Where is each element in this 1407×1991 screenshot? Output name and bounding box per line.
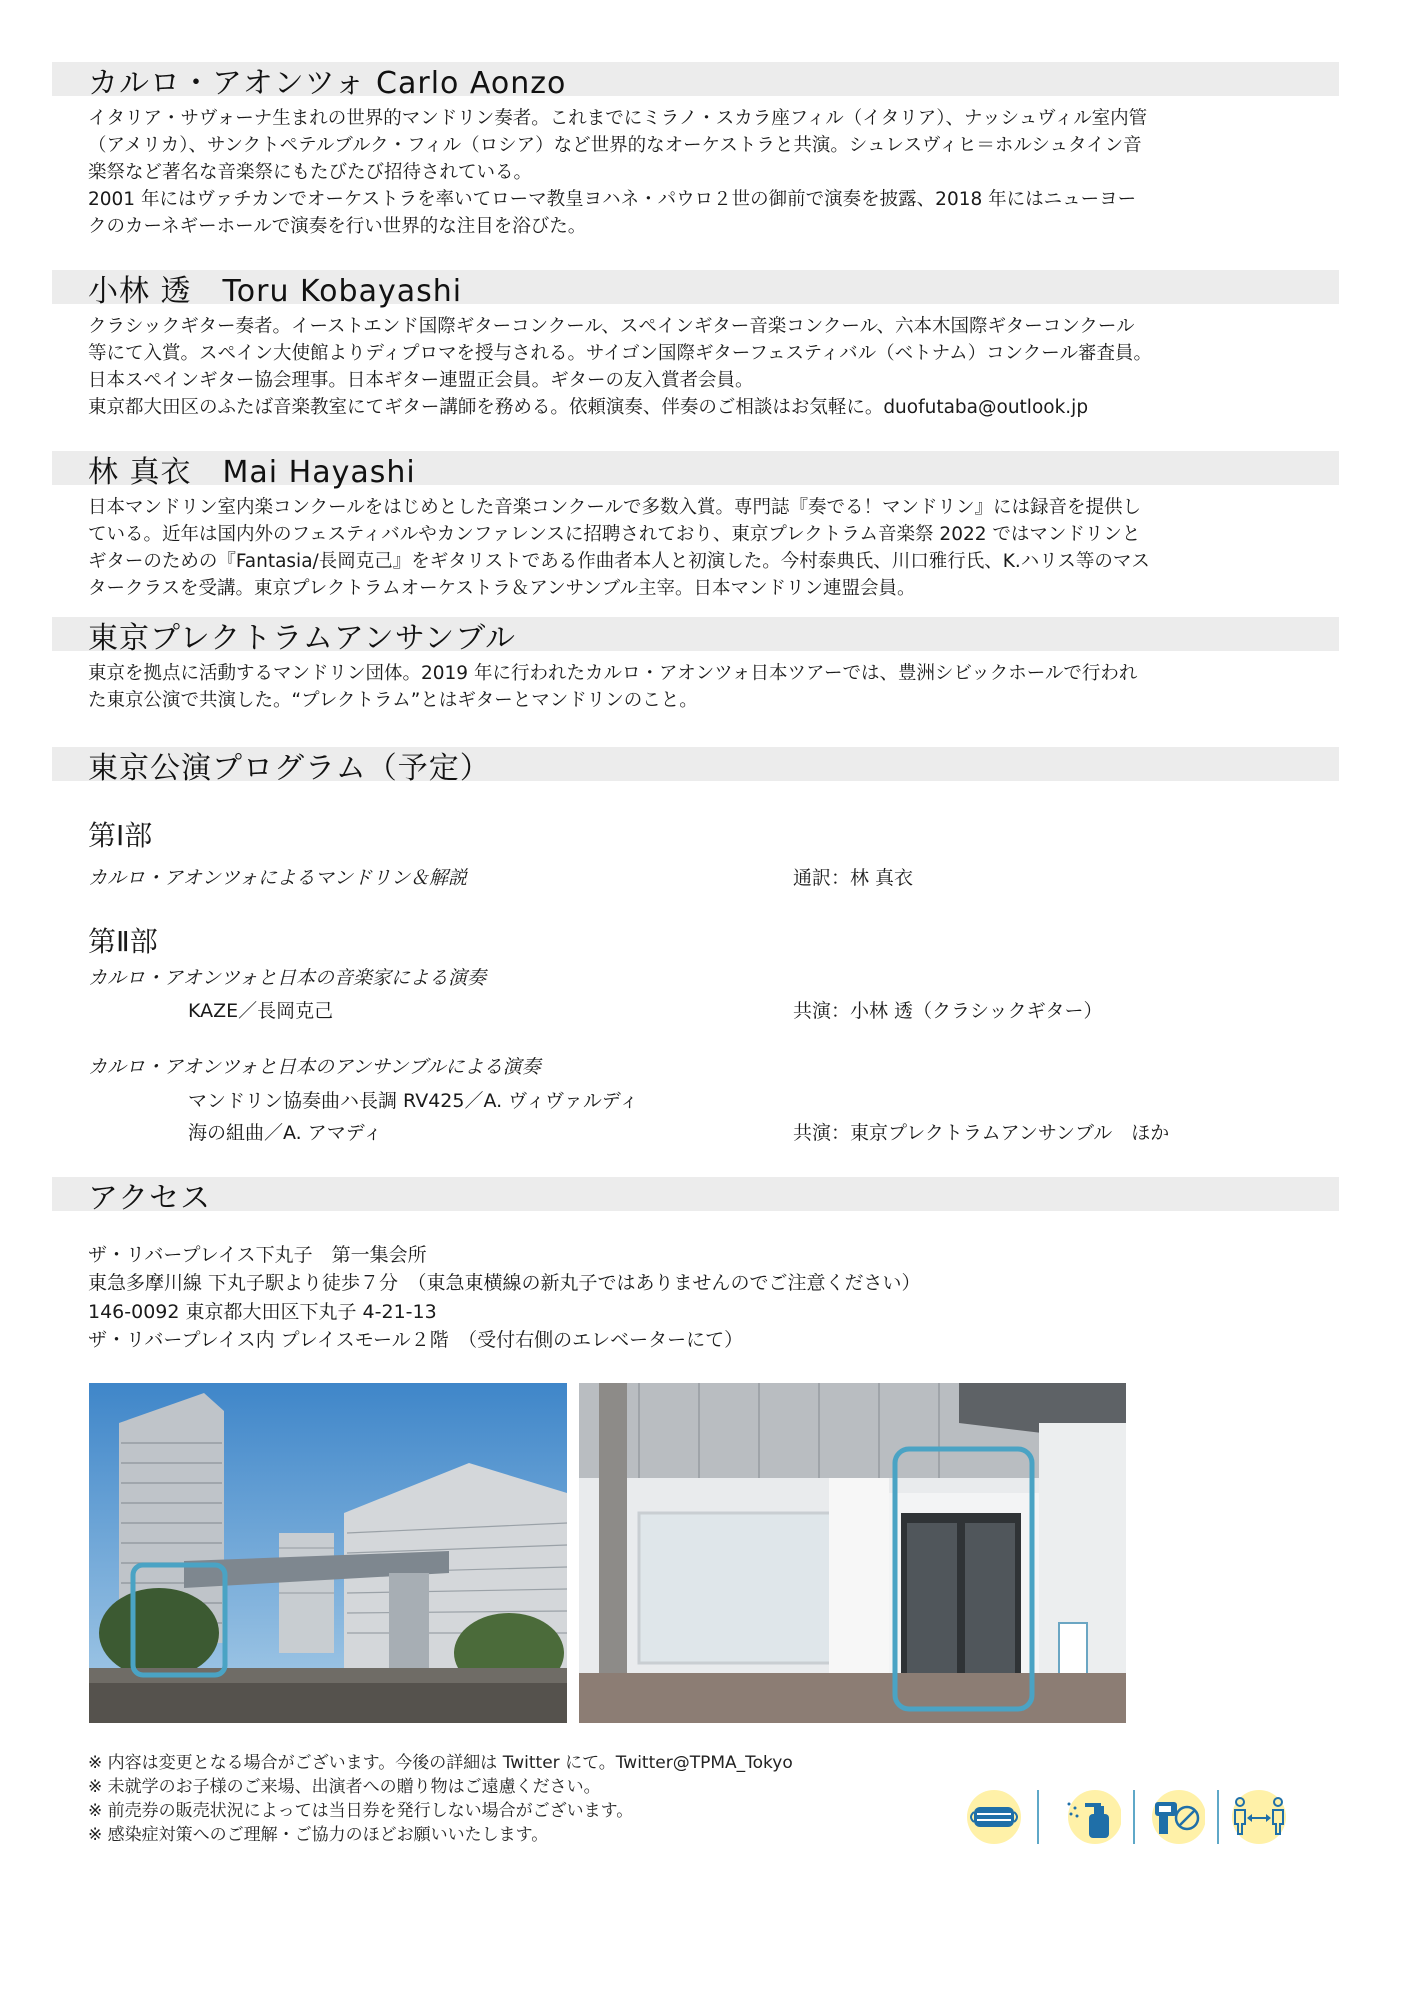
access-floor: ザ・リバープレイス内 プレイスモール２階 （受付右側のエレベーターにて）	[88, 1329, 744, 1351]
icon-divider	[1217, 1790, 1219, 1844]
bio-hayashi	[88, 494, 1333, 602]
bio-line: ギターのための『Fantasia/長岡克己』をギタリストである作曲者本人と初演した。今村泰典氏、川口雅行氏、K.ハリス等のマス	[88, 551, 1150, 572]
venue-entrance-photo	[579, 1383, 1126, 1723]
bio-line: 2001 年にはヴァチカンでオーケストラを率いてローマ教皇ヨハネ・パウロ２世の御前で演奏を披露、2018 年にはニューヨー	[88, 189, 1137, 210]
program-part2-block2-performer: 共演：東京プレクトラムアンサンブル ほか	[793, 1122, 1170, 1144]
footnote: ※ 前売券の販売状況によっては当日券を発行しない場合がございます。	[88, 1801, 634, 1821]
bio-line: た東京公演で共演した。“プレクトラム”とはギターとマンドリンのこと。	[88, 690, 698, 711]
icon-divider	[1133, 1790, 1135, 1844]
bio-line: ている。近年は国内外のフェスティバルやカンファレンスに招聘されており、東京プレクトラム音楽祭 2022 ではマンドリンと	[88, 524, 1141, 545]
bio-line: （アメリカ）、サンクトペテルブルク・フィル（ロシア）など世界的なオーケストラと共演。シュレスヴィヒ＝ホルシュタイン音	[88, 135, 1142, 156]
bio-line: 日本スペインギター協会理事。日本ギター連盟正会員。ギターの友入賞者会員。	[88, 370, 754, 391]
access-venue: ザ・リバープレイス下丸子 第一集会所	[88, 1244, 427, 1266]
bio-aonzo	[88, 105, 1333, 240]
heading-hayashi: 林 真衣 Mai Hayashi	[88, 455, 416, 490]
access-station: 東急多摩川線 下丸子駅より徒歩７分 （東急東横線の新丸子ではありませんのでご注意ください）	[88, 1272, 921, 1294]
heading-aonzo: カルロ・アオンツォ Carlo Aonzo	[88, 66, 567, 101]
heading-access: アクセス	[88, 1181, 212, 1216]
heading-program: 東京公演プログラム（予定）	[88, 751, 491, 786]
program-part2-title: 第Ⅱ部	[88, 925, 158, 958]
access-address: 146-0092 東京都大田区下丸子 4-21-13	[88, 1301, 437, 1323]
mask-icon	[965, 1788, 1023, 1846]
bio-line: 日本マンドリン室内楽コンクールをはじめとした音楽コンクールで多数入賞。専門誌『奏でる！マンドリン』には録音を提供し	[88, 497, 1142, 518]
program-piece: マンドリン協奏曲ハ長調 RV425／A. ヴィヴァルディ	[188, 1090, 639, 1112]
program-part1-subtitle: カルロ・アオンツォによるマンドリン＆解説	[88, 867, 468, 889]
icon-divider	[1037, 1790, 1039, 1844]
bio-line: 等にて入賞。スペイン大使館よりディプロマを授与される。サイゴン国際ギターフェスティバル（ベトナム）コンクール審査員。	[88, 343, 1152, 364]
heading-band-access	[52, 1177, 1339, 1211]
program-part2-block1-performer: 共演：小林 透（クラシックギター）	[793, 1000, 1103, 1022]
bio-kobayashi	[88, 313, 1333, 421]
program-part1-title: 第Ⅰ部	[88, 819, 153, 852]
bio-ensemble	[88, 660, 1333, 714]
bio-line: クのカーネギーホールで演奏を行い世界的な注目を浴びた。	[88, 216, 587, 237]
program-piece: 海の組曲／A. アマディ	[188, 1122, 383, 1144]
heading-kobayashi: 小林 透 Toru Kobayashi	[88, 274, 463, 309]
footnote: ※ 内容は変更となる場合がございます。今後の詳細は Twitter にて。Twitter@TPMA_Tokyo	[88, 1753, 793, 1773]
footnote: ※ 感染症対策へのご理解・ご協力のほどお願いいたします。	[88, 1825, 549, 1845]
program-part1-interpreter: 通訳：林 真衣	[793, 867, 914, 889]
thermometer-icon	[1147, 1788, 1205, 1846]
venue-exterior-photo	[89, 1383, 567, 1723]
heading-ensemble: 東京プレクトラムアンサンブル	[88, 621, 516, 656]
footnote: ※ 未就学のお子様のご来場、出演者への贈り物はご遠慮ください。	[88, 1777, 601, 1797]
bio-line: タークラスを受講。東京プレクトラムオーケストラ＆アンサンブル主宰。日本マンドリン連盟会員。	[88, 578, 916, 599]
bio-line: 東京を拠点に活動するマンドリン団体。2019 年に行われたカルロ・アオンツォ日本ツアーでは、豊洲シビックホールで行われ	[88, 663, 1138, 684]
bio-line: 楽祭など著名な音楽祭にもたびたび招待されている。	[88, 162, 533, 183]
sanitizer-icon	[1063, 1788, 1121, 1846]
bio-line: クラシックギター奏者。イーストエンド国際ギターコンクール、スペインギター音楽コンクール、六本木国際ギターコンクール	[88, 316, 1135, 337]
program-piece: KAZE／長岡克己	[188, 1000, 334, 1022]
bio-line: イタリア・サヴォーナ生まれの世界的マンドリン奏者。これまでにミラノ・スカラ座フィル（イタリア）、ナッシュヴィル室内管	[88, 108, 1148, 129]
bio-line: 東京都大田区のふたば音楽教室にてギター講師を務める。依頼演奏、伴奏のご相談はお気軽に。duofutaba@outlook.jp	[88, 397, 1089, 418]
program-part2-block2-subtitle: カルロ・アオンツォと日本のアンサンブルによる演奏	[88, 1056, 541, 1078]
program-part2-block1-subtitle: カルロ・アオンツォと日本の音楽家による演奏	[88, 967, 487, 989]
distancing-icon	[1230, 1788, 1288, 1846]
